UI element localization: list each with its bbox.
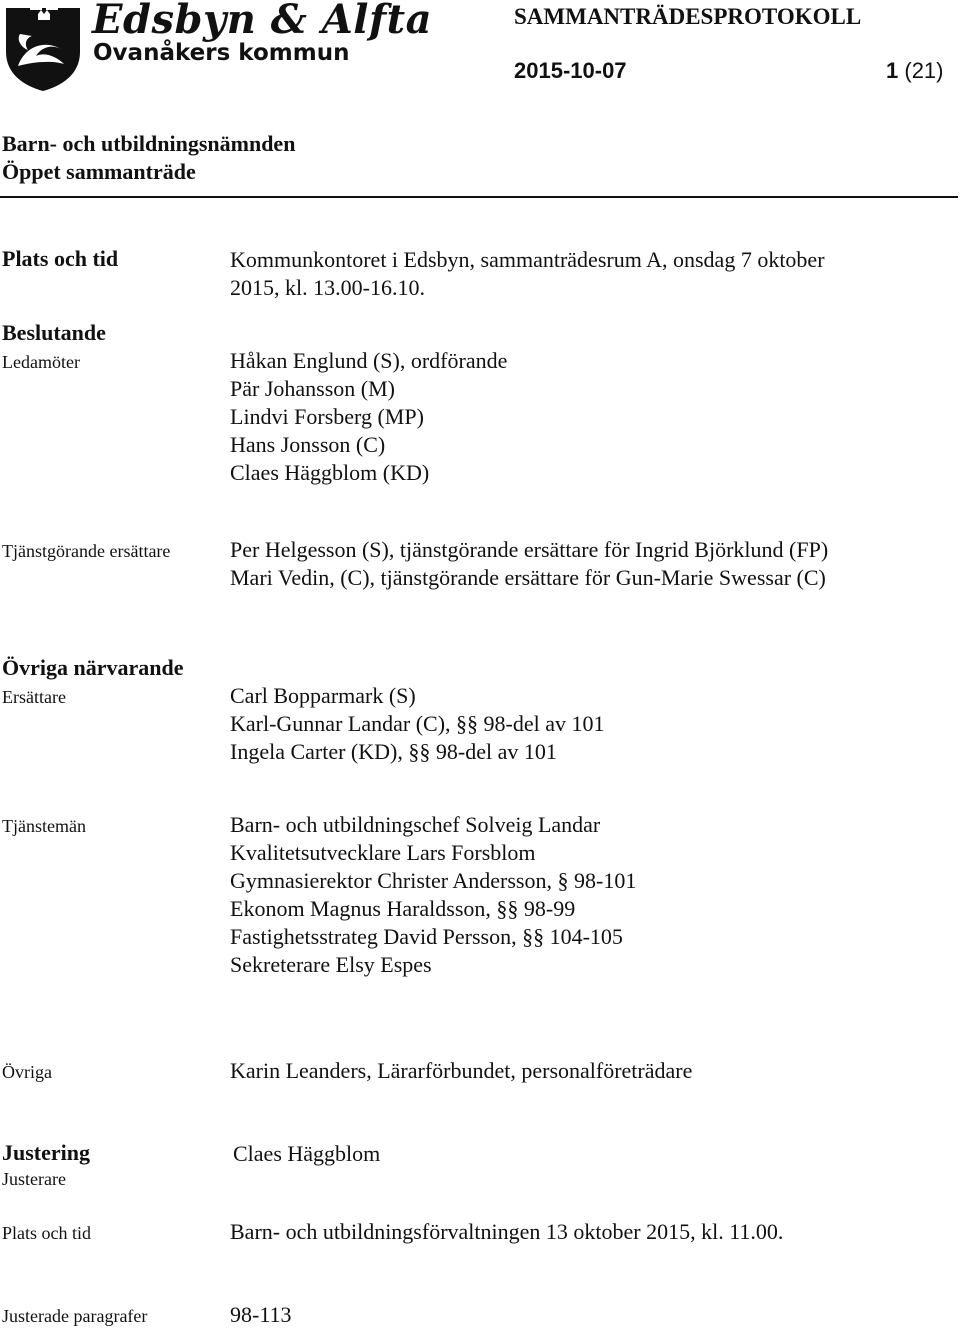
page-total: (21) bbox=[904, 58, 944, 83]
list-item: Per Helgesson (S), tjänstgörande ersättare för Ingrid Björklund (FP) bbox=[230, 537, 829, 562]
tjg-ersattare-list bbox=[230, 536, 828, 592]
ovriga-label: Övriga bbox=[2, 1062, 52, 1082]
ledamoter-list bbox=[230, 347, 507, 487]
list-item: Håkan Englund (S), ordförande bbox=[230, 348, 508, 373]
tjg-ersattare-label: Tjänstgörande ersättare bbox=[2, 541, 171, 561]
brand-name: Edsbyn & Alfta bbox=[92, 0, 433, 43]
list-item: Fastighetsstrateg David Persson, §§ 104-105 bbox=[230, 924, 623, 949]
justerare-label: Justerare bbox=[2, 1169, 66, 1189]
list-item: Barn- och utbildningschef Solveig Landar bbox=[230, 812, 601, 837]
list-item: Sekreterare Elsy Espes bbox=[230, 952, 432, 977]
plats-value bbox=[230, 246, 825, 302]
list-item: Ingela Carter (KD), §§ 98-del av 101 bbox=[230, 739, 557, 764]
brand-subtitle: Ovanåkers kommun bbox=[93, 40, 350, 66]
page-current: 1 bbox=[886, 58, 899, 83]
header-divider bbox=[0, 196, 958, 198]
list-item: Mari Vedin, (C), tjänstgörande ersättare för Gun-Marie Swessar (C) bbox=[230, 565, 826, 590]
list-item: Carl Bopparmark (S) bbox=[230, 683, 416, 708]
justerade-paragrafer-value: 98-113 bbox=[230, 1302, 292, 1327]
ovriga-value: Karin Leanders, Lärarförbundet, personalföreträdare bbox=[230, 1058, 693, 1083]
plats-line: 2015, kl. 13.00-16.10. bbox=[230, 275, 425, 300]
plats-line: Kommunkontoret i Edsbyn, sammanträdesrum A, onsdag 7 oktober bbox=[230, 247, 825, 272]
list-item: Lindvi Forsberg (MP) bbox=[230, 404, 424, 429]
just-plats-value: Barn- och utbildningsförvaltningen 13 oktober 2015, kl. 11.00. bbox=[230, 1219, 784, 1244]
ersattare-label: Ersättare bbox=[2, 687, 66, 707]
justerade-paragrafer-label: Justerade paragrafer bbox=[2, 1306, 148, 1326]
justering-heading: Justering bbox=[2, 1140, 90, 1165]
beslutande-heading: Beslutande bbox=[2, 320, 106, 345]
document-type: SAMMANTRÄDESPROTOKOLL bbox=[514, 4, 862, 29]
page-number bbox=[886, 58, 944, 84]
list-item: Ekonom Magnus Haraldsson, §§ 98-99 bbox=[230, 896, 576, 921]
list-item: Gymnasierektor Christer Andersson, § 98-101 bbox=[230, 868, 637, 893]
list-item: Claes Häggblom (KD) bbox=[230, 460, 430, 485]
tjansteman-label: Tjänstemän bbox=[2, 816, 86, 836]
meeting-date: 2015-10-07 bbox=[514, 58, 627, 83]
ledamoter-label: Ledamöter bbox=[2, 352, 80, 372]
kommun-logo-icon bbox=[2, 0, 84, 92]
list-item: Pär Johansson (M) bbox=[230, 376, 395, 401]
meeting-type: Öppet sammanträde bbox=[2, 159, 196, 184]
tjansteman-list bbox=[230, 811, 636, 979]
justerare-value: Claes Häggblom bbox=[233, 1141, 381, 1166]
committee-name: Barn- och utbildningsnämnden bbox=[2, 131, 296, 156]
ersattare-list bbox=[230, 682, 604, 766]
list-item: Hans Jonsson (C) bbox=[230, 432, 386, 457]
ovriga-narvarande-heading: Övriga närvarande bbox=[2, 655, 184, 680]
list-item: Karl-Gunnar Landar (C), §§ 98-del av 101 bbox=[230, 711, 605, 736]
plats-label: Plats och tid bbox=[2, 246, 119, 271]
just-plats-label: Plats och tid bbox=[2, 1223, 91, 1243]
list-item: Kvalitetsutvecklare Lars Forsblom bbox=[230, 840, 536, 865]
